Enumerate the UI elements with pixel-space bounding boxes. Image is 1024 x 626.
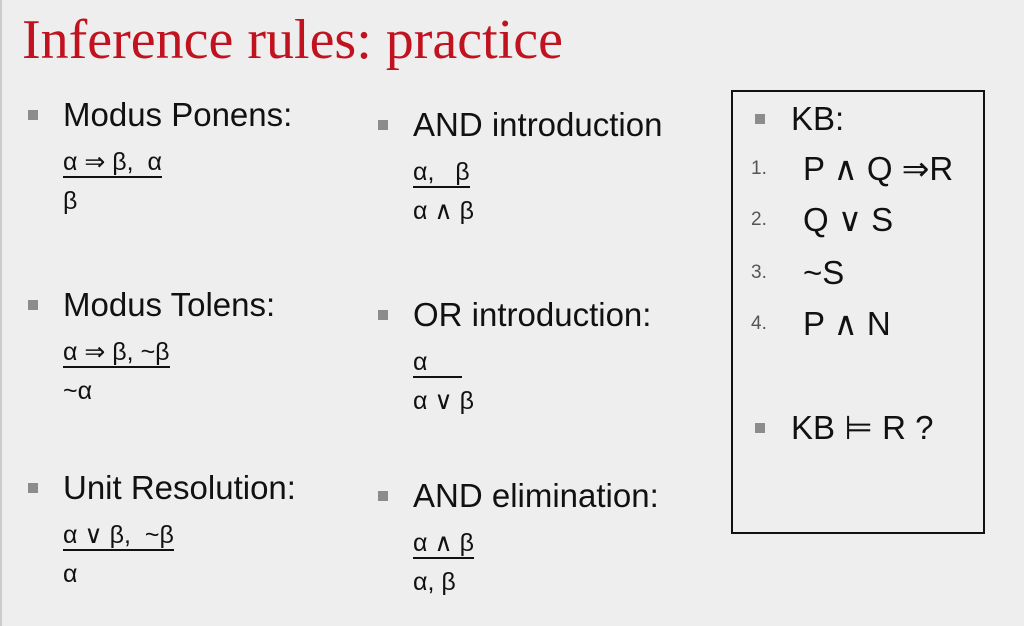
kb-item-number: 4. (751, 313, 767, 335)
kb-query (755, 409, 933, 447)
kb-item-formula: ~S (803, 254, 845, 292)
rule-heading (22, 469, 352, 507)
rule-premise: α, β (413, 158, 470, 186)
rule-unit-resolution (22, 469, 352, 589)
square-bullet-icon (28, 483, 38, 493)
rule-name: Unit Resolution: (63, 469, 296, 506)
kb-item-formula: P ∧ N (803, 305, 891, 343)
rule-name: Modus Tolens: (63, 286, 276, 323)
rule-conclusion: α ∧ β (413, 197, 475, 225)
rule-heading (372, 477, 702, 515)
rule-heading (22, 286, 352, 324)
rule-premise: α ⇒ β, ~β (63, 338, 170, 366)
kb-item-number: 2. (751, 209, 767, 231)
kb-item-number: 1. (751, 158, 767, 180)
rule-name: OR introduction: (413, 296, 652, 333)
square-bullet-icon (378, 310, 388, 320)
rule-conclusion: α ∨ β (413, 387, 475, 415)
rule-heading (372, 106, 702, 144)
rule-premise: α (413, 348, 463, 376)
square-bullet-icon (28, 110, 38, 120)
rule-modus-tolens (22, 286, 352, 406)
rule-premise: α ∧ β (413, 529, 475, 557)
rule-modus-ponens (22, 96, 352, 216)
kb-item (751, 148, 953, 188)
rule-heading (22, 96, 352, 134)
kb-heading-label: KB: (791, 100, 845, 137)
rule-conclusion: β (63, 187, 78, 215)
rule-conclusion: ~α (63, 377, 93, 405)
kb-query-text: KB ⊨ R ? (791, 409, 934, 446)
square-bullet-icon (755, 114, 765, 124)
rule-and-elimination (372, 477, 702, 597)
kb-item (751, 199, 893, 239)
knowledge-base-box (731, 90, 985, 534)
rule-name: Modus Ponens: (63, 96, 293, 133)
square-bullet-icon (378, 120, 388, 130)
square-bullet-icon (378, 491, 388, 501)
kb-item (751, 252, 844, 292)
kb-heading (755, 100, 844, 138)
rule-name: AND introduction (413, 106, 663, 143)
rule-or-introduction (372, 296, 702, 416)
rule-and-introduction (372, 106, 702, 226)
square-bullet-icon (755, 423, 765, 433)
kb-item-formula: Q ∨ S (803, 201, 894, 239)
square-bullet-icon (28, 300, 38, 310)
rule-premise: α ⇒ β, α (63, 148, 162, 176)
kb-item (751, 303, 891, 343)
kb-item-number: 3. (751, 262, 767, 284)
rule-name: AND elimination: (413, 477, 659, 514)
rule-conclusion: α (63, 560, 78, 588)
rule-premise: α ∨ β, ~β (63, 521, 174, 549)
rule-heading (372, 296, 702, 334)
slide-title: Inference rules: practice (22, 9, 563, 71)
rule-conclusion: α, β (413, 568, 456, 596)
kb-item-formula: P ∧ Q ⇒R (803, 150, 954, 188)
